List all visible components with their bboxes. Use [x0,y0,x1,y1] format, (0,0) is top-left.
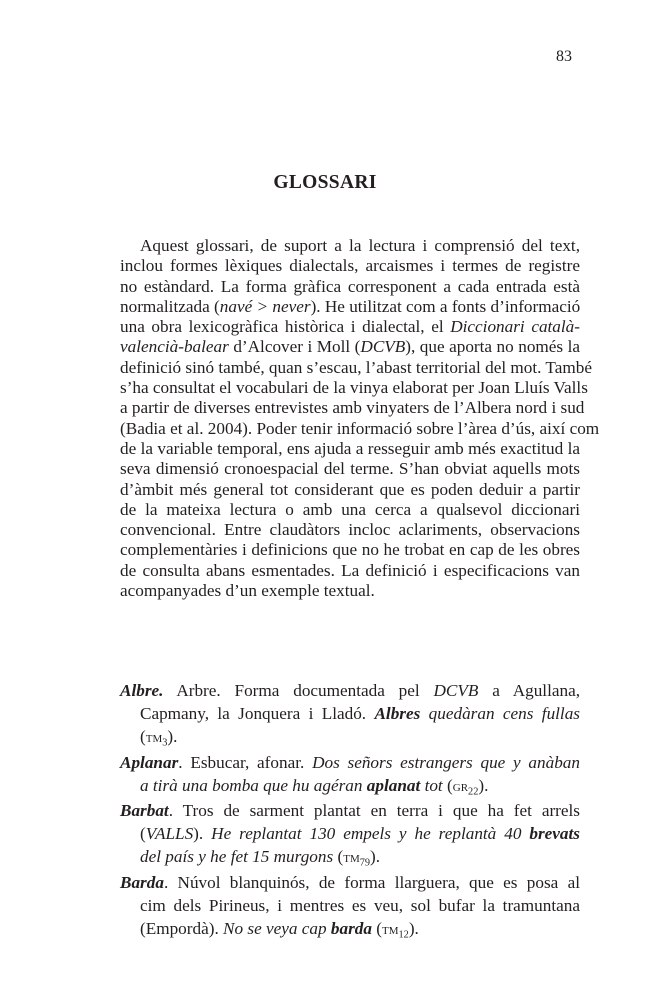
text-line [120,277,580,297]
text-segment: Barbat [120,801,169,820]
text-segment: ). He utilitzat com a fonts d’informació [310,296,581,316]
text-segment: convencional. Entre claudàtors incloc aclariments, observacions [120,520,580,540]
text-line [120,917,580,940]
text-segment: no estàndard. La forma gràfica corresponent a cada entrada està [120,276,580,296]
text-segment: definició sinó també, quan s’escau, l’abast territorial del mot. També [120,357,592,377]
text-segment: ), que aporta no només la [405,337,580,357]
text-segment: a Agullana, [478,681,580,700]
page-number: 83 [556,48,572,65]
intro-paragraph [120,236,600,601]
text-segment: . Núvol blanquinós, de forma llarguera, que es posa al [163,872,580,892]
text-segment: ). [193,824,212,843]
text-segment: ( [333,847,344,866]
text-line [120,561,580,581]
text-segment: s’ha consultat el vocabulari de la vinya elaborat per Joan Lluís Valls [120,378,588,398]
text-segment: acompanyades d’un exemple textual. [120,581,375,601]
text-segment: Aquest glossari, de suport a la lectura i comprensió del text, [140,236,580,255]
text-segment: de la variable temporal, ens ajuda a resseguir amb més exactitud la [120,438,580,458]
text-segment: ). [370,847,381,866]
text-line [120,480,580,500]
text-segment: No se veya cap [223,918,331,938]
text-line [120,751,580,774]
text-segment: (Empordà). [140,918,224,938]
text-segment: brevats [529,824,580,843]
text-segment: ( [140,727,146,746]
text-line [120,822,580,845]
text-line [120,297,580,317]
text-segment: navé > never [219,296,311,316]
text-segment: barda [330,918,372,938]
source-index: 79 [359,857,371,869]
text-segment: ( [140,824,146,843]
text-segment: ). [408,918,419,938]
text-segment: VALLS [145,824,194,843]
text-segment: Albres [374,704,421,723]
text-line [120,845,580,868]
glossary-entry [120,751,580,797]
text-segment: Arbre. Forma documentada pel [163,681,434,700]
text-segment: Capmany, la Jonquera i Lladó. [140,704,375,723]
glossary-list [120,679,580,942]
text-line [120,357,592,378]
text-segment: . Tros de sarment plantat en terra i que ha fet arrels [168,801,580,820]
text-line [120,725,580,748]
text-line [120,871,580,894]
text-segment: He replantat 130 empels y he replantà 40 [211,824,530,843]
text-line [120,256,580,276]
text-segment: tot [420,775,443,795]
text-line [120,500,580,520]
text-line [120,799,580,822]
text-segment: Aplanar [120,752,179,772]
text-segment: ). [478,775,489,795]
text-segment: ). [167,727,178,746]
text-line [120,459,580,479]
text-line [120,540,580,560]
text-line [120,337,580,357]
text-segment: inclou formes lèxiques dialectals, arcaismes i termes de registre [120,256,580,276]
source-index: 22 [468,786,479,798]
text-segment: complementàries i definicions que no he trobat en cap de les obres [120,540,580,560]
text-line [120,317,580,337]
glossary-entry [120,871,580,940]
text-line [120,378,588,398]
text-segment: de la mateixa lectura o amb una cerca a qualsevol diccionari [120,499,580,519]
text-line [120,702,580,725]
text-segment: de consulta abans esmentades. La definició i especificacions van [120,560,580,580]
text-segment: Barda [120,872,164,892]
text-segment: DCVB [433,681,479,700]
text-line [120,236,580,256]
text-segment: . Esbucar, afonar. [178,752,313,772]
text-segment: cim dels Pirineus, i mentres es veu, sol bufar la tramuntana [140,895,580,915]
text-segment: a partir de diverses entrevistes amb vinyaters de l’Albera nord i sud [120,398,585,418]
source-code: gr [452,777,469,795]
text-line [120,418,600,439]
source-code: tm [382,920,399,938]
glossary-entry [120,679,580,748]
source-code: tm [145,729,163,746]
text-segment: Albre. [120,681,164,700]
text-line [120,774,580,797]
text-line [120,520,580,540]
text-segment: normalitzada ( [120,296,220,316]
text-line [120,679,580,702]
text-segment: aplanat [366,775,421,795]
text-segment: a tirà una bomba que hu agéran [140,775,367,795]
text-segment: valencià-balear [120,337,229,357]
text-segment: quedàran cens fullas [420,704,580,723]
text-segment: seva dimensió cronoespacial del terme. S’han obviat aquells mots [120,459,580,479]
text-segment: DCVB [360,337,406,357]
text-segment: ( [442,775,453,795]
page-title: GLOSSARI [273,172,377,193]
text-segment: del país y he fet 15 murgons [140,847,334,866]
text-segment: ( [371,918,383,938]
text-segment: (Badia et al. 2004). Poder tenir informació sobre l’àrea d’ús, així com [120,418,600,438]
text-segment: d’àmbit més general tot considerant que es poden deduir a partir [120,479,580,499]
text-segment: Diccionari català- [450,317,580,337]
text-line [120,894,580,917]
text-line [120,439,580,459]
text-line [120,398,585,418]
source-index: 3 [162,737,168,749]
text-segment: una obra lexicogràfica històrica i dialectal, el [120,317,451,337]
source-index: 12 [398,929,409,941]
text-segment: Dos señors estrangers que y anàban [312,752,580,772]
text-segment: d’Alcover i Moll ( [228,337,361,357]
source-code: tm [343,849,360,866]
glossary-entry [120,799,580,868]
text-line [120,581,580,601]
